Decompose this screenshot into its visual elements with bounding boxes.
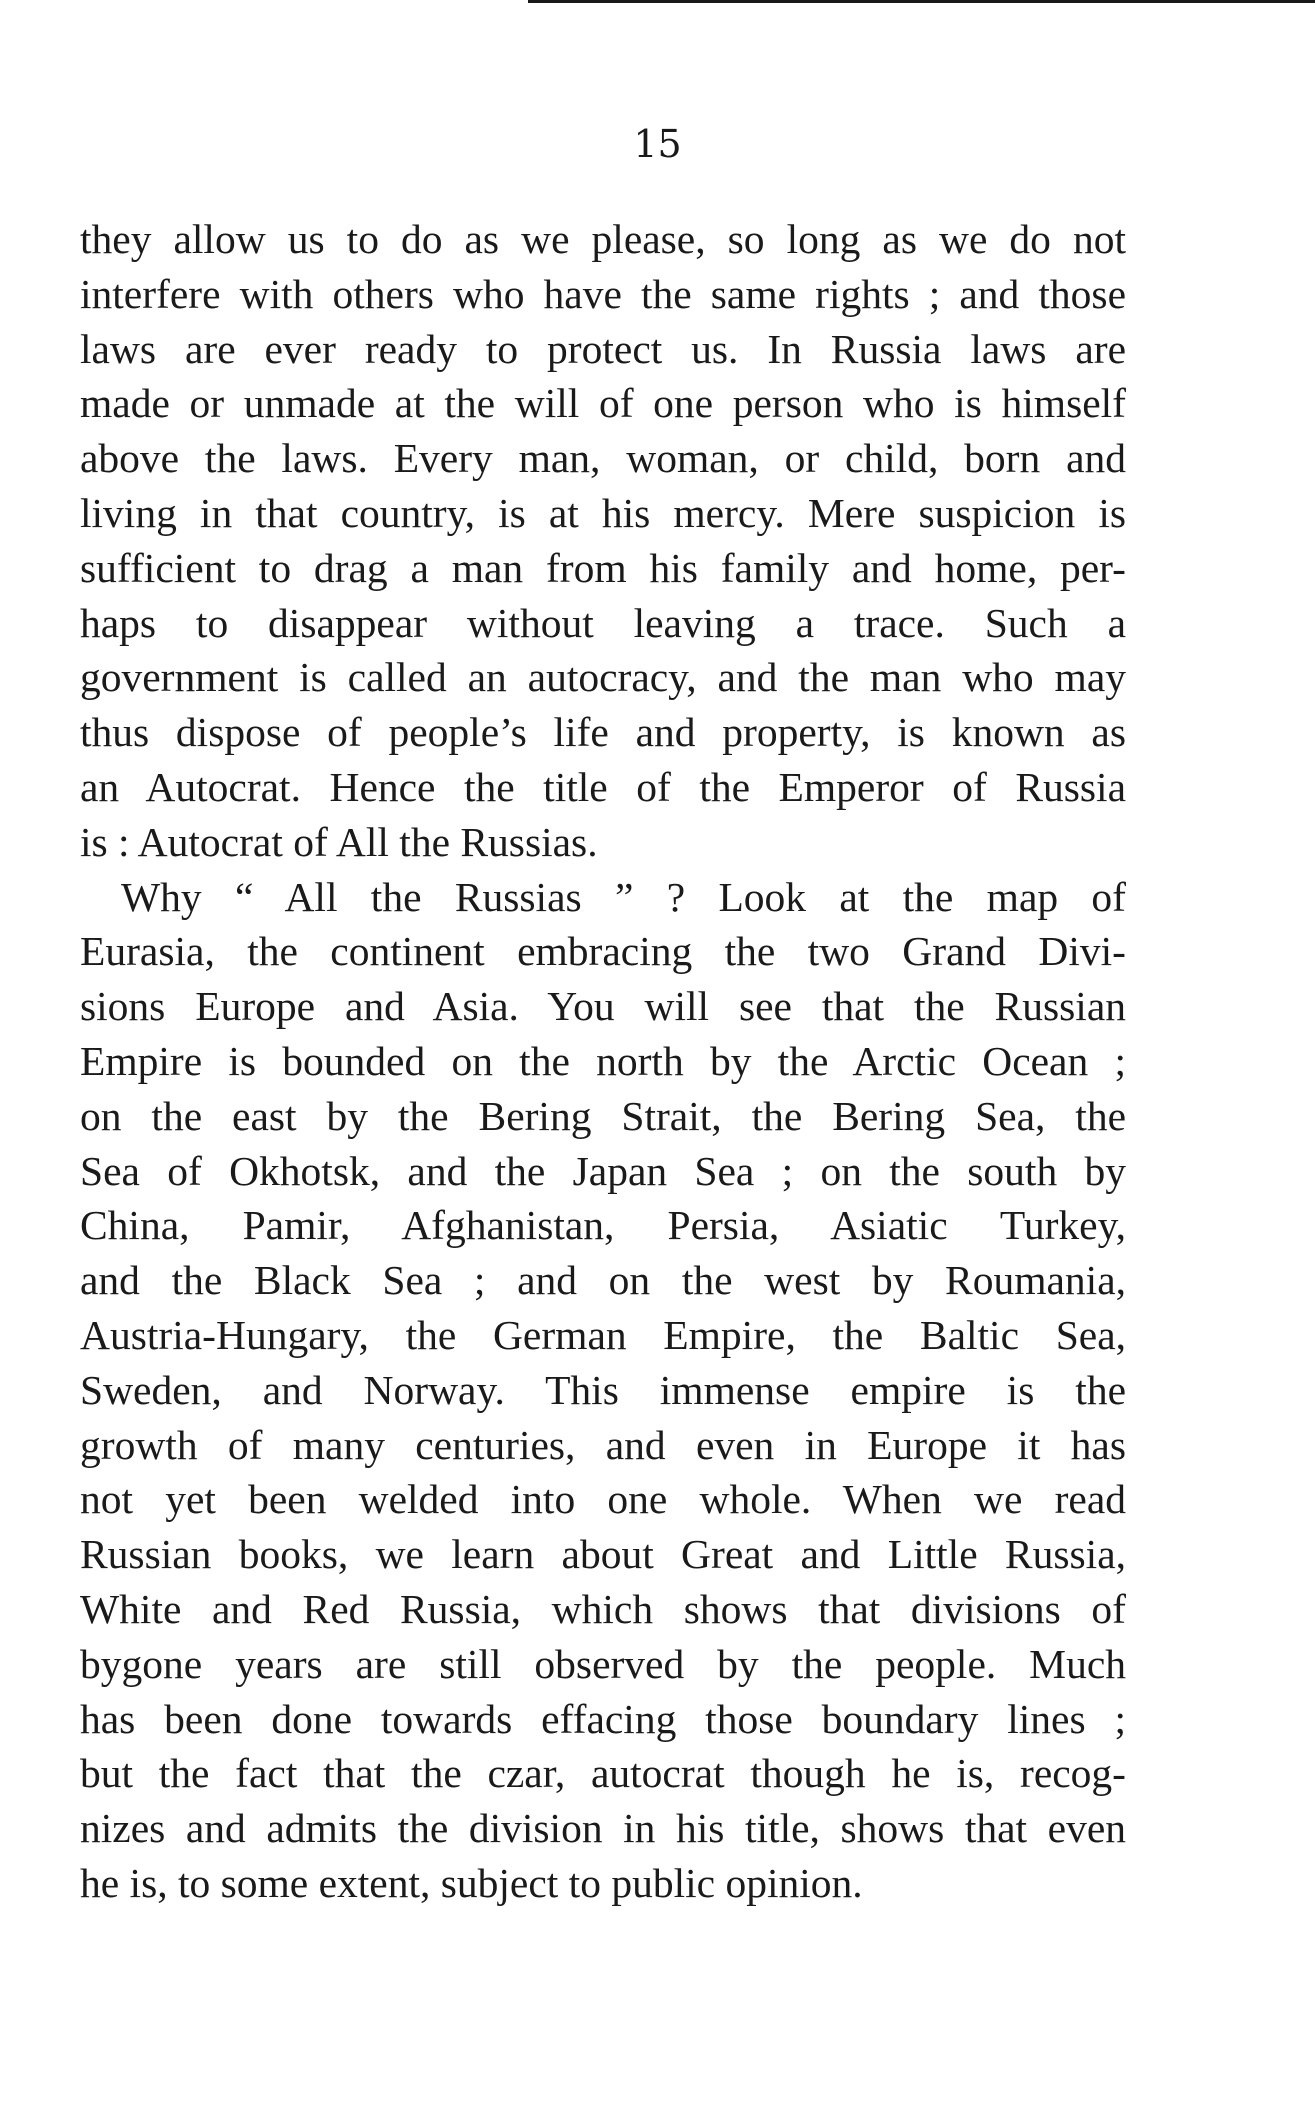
text-line: an Autocrat. Hence the title of the Emperor of Russia [80,763,1126,810]
text-line: Why “ All the Russias ” ? Look at the map of [121,873,1126,920]
text-line: White and Red Russia, which shows that divisions of [80,1585,1126,1632]
text-line: Eurasia, the continent embracing the two Grand Divi- [80,928,1126,975]
text-line: haps to disappear without leaving a trace. Such a [80,599,1126,646]
text-line: Sea of Okhotsk, and the Japan Sea ; on the south by [80,1147,1126,1194]
text-line: he is, to some extent, subject to public opinion. [80,1859,863,1906]
text-line: living in that country, is at his mercy. Mere suspicion is [80,489,1126,536]
text-line: government is called an autocracy, and the man who may [80,654,1126,701]
text-line: not yet been welded into one whole. When we read [80,1476,1126,1523]
text-line: interfere with others who have the same rights ; and those [80,270,1126,317]
text-line: sufficient to drag a man from his family and home, per- [80,544,1126,591]
text-line: Russian books, we learn about Great and Little Russia, [80,1531,1126,1578]
text-line: made or unmade at the will of one person who is himself [80,380,1126,427]
paragraph-1 [80,212,1126,870]
text-line: they allow us to do as we please, so long as we do not [80,216,1126,262]
text-line: thus dispose of people’s life and property, is known as [80,709,1126,756]
text-line: growth of many centuries, and even in Europe it has [80,1421,1126,1468]
text-line: nizes and admits the division in his title, shows that even [80,1805,1126,1852]
text-line: above the laws. Every man, woman, or child, born and [80,435,1126,482]
text-line: sions Europe and Asia. You will see that the Russian [80,983,1126,1030]
text-line: laws are ever ready to protect us. In Russia laws are [80,325,1126,372]
text-line: on the east by the Bering Strait, the Bering Sea, the [80,1092,1126,1139]
text-line: but the fact that the czar, autocrat though he is, recog- [80,1750,1126,1797]
text-line: Austria-Hungary, the German Empire, the Baltic Sea, [80,1311,1126,1358]
paragraph-2 [80,870,1126,1911]
text-line: Empire is bounded on the north by the Arctic Ocean ; [80,1037,1126,1084]
text-line: is : Autocrat of All the Russias. [80,818,598,865]
text-line: has been done towards effacing those boundary lines ; [80,1695,1126,1742]
text-line: China, Pamir, Afghanistan, Persia, Asiatic Turkey, [80,1202,1126,1249]
text-line: bygone years are still observed by the people. Much [80,1640,1126,1687]
text-line: Sweden, and Norway. This immense empire is the [80,1366,1126,1413]
page-number: 15 [633,122,682,166]
top-rule [528,0,1315,3]
text-line: and the Black Sea ; and on the west by Roumania, [80,1257,1126,1304]
body-text [80,212,1126,1911]
